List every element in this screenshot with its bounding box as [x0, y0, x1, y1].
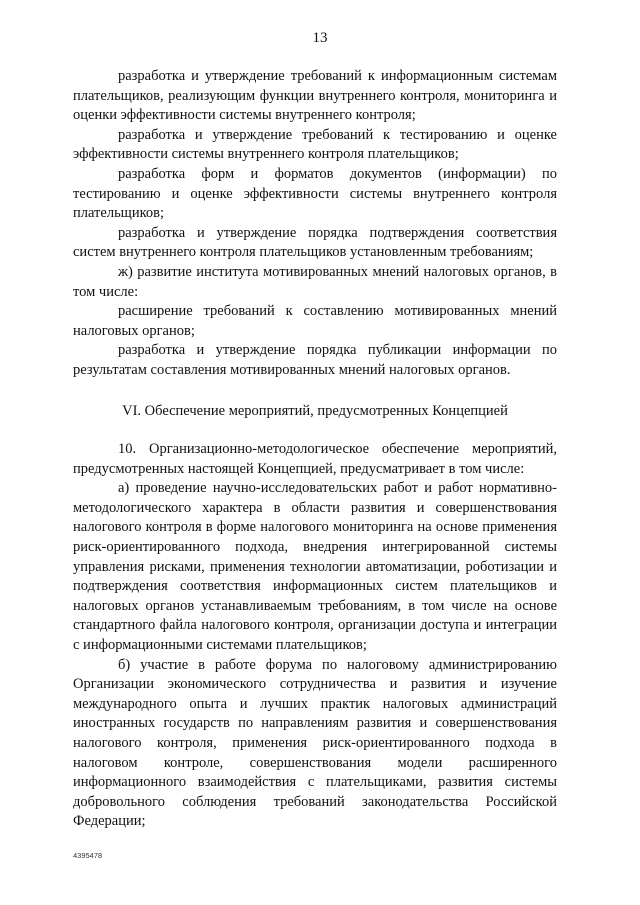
paragraph: разработка форм и форматов документов (информации) по тестированию и оценке эффективности системы внутреннего контроля плательщиков;: [73, 165, 557, 222]
paragraph: 10. Организационно-методологическое обеспечение мероприятий, предусмотренных настоящей Концепцией, предусматривает в том числе:: [73, 441, 557, 477]
paragraph: разработка и утверждение требований к информационным системам плательщиков, реализующим функции внутреннего контроля, мониторинга и оценки эффективности системы внутреннего контроля;: [73, 68, 557, 124]
paragraph: ж) развитие института мотивированных мнений налоговых органов, в том числе:: [73, 263, 557, 300]
paragraph: разработка и утверждение порядка публикации информации по результатам составления мотивированных мнений налоговых органов.: [73, 342, 557, 378]
footer-code: 4395478: [73, 851, 103, 860]
page-number: 13: [312, 30, 328, 46]
document-body: [73, 67, 557, 832]
paragraph: б) участие в работе форума по налоговому администрированию Организации экономического сотрудничества и развития и изучение международного опыта и лучших практик налоговых администраций иностранных государств по направлениям развития и совершенствования налогового контроля, применения риск-ориентированного подхода в налоговом контроле, совершенствования модели расширенного информационного взаимодействия с плательщиками, развития системы добровольного соблюдения требований законодательства Российской Федерации;: [73, 656, 557, 830]
section-heading: VI. Обеспечение мероприятий, предусмотренных Концепцией: [122, 402, 508, 419]
paragraph: расширение требований к составлению мотивированных мнений налоговых органов;: [73, 303, 557, 339]
paragraph: разработка и утверждение порядка подтверждения соответствия систем внутреннего контроля плательщиков установленным требованиям;: [73, 224, 557, 261]
paragraph: разработка и утверждение требований к тестированию и оценке эффективности системы внутреннего контроля плательщиков;: [73, 126, 557, 163]
paragraph: а) проведение научно-исследовательских работ и работ нормативно-методологического характера в области развития и совершенствования налогового контроля в форме налогового мониторинга на основе применения риск-ориентированного подхода, внедрения интегрированной системы управления рисками, применения технологии автоматизации, роботизации и подтверждения соответствия информационных систем плательщиков и налоговых органов устанавливаемым требованиям, в том числе на основе стандартного файла налогового контроля, организации доступа и интеграции с информационными системами плательщиков;: [73, 480, 557, 654]
